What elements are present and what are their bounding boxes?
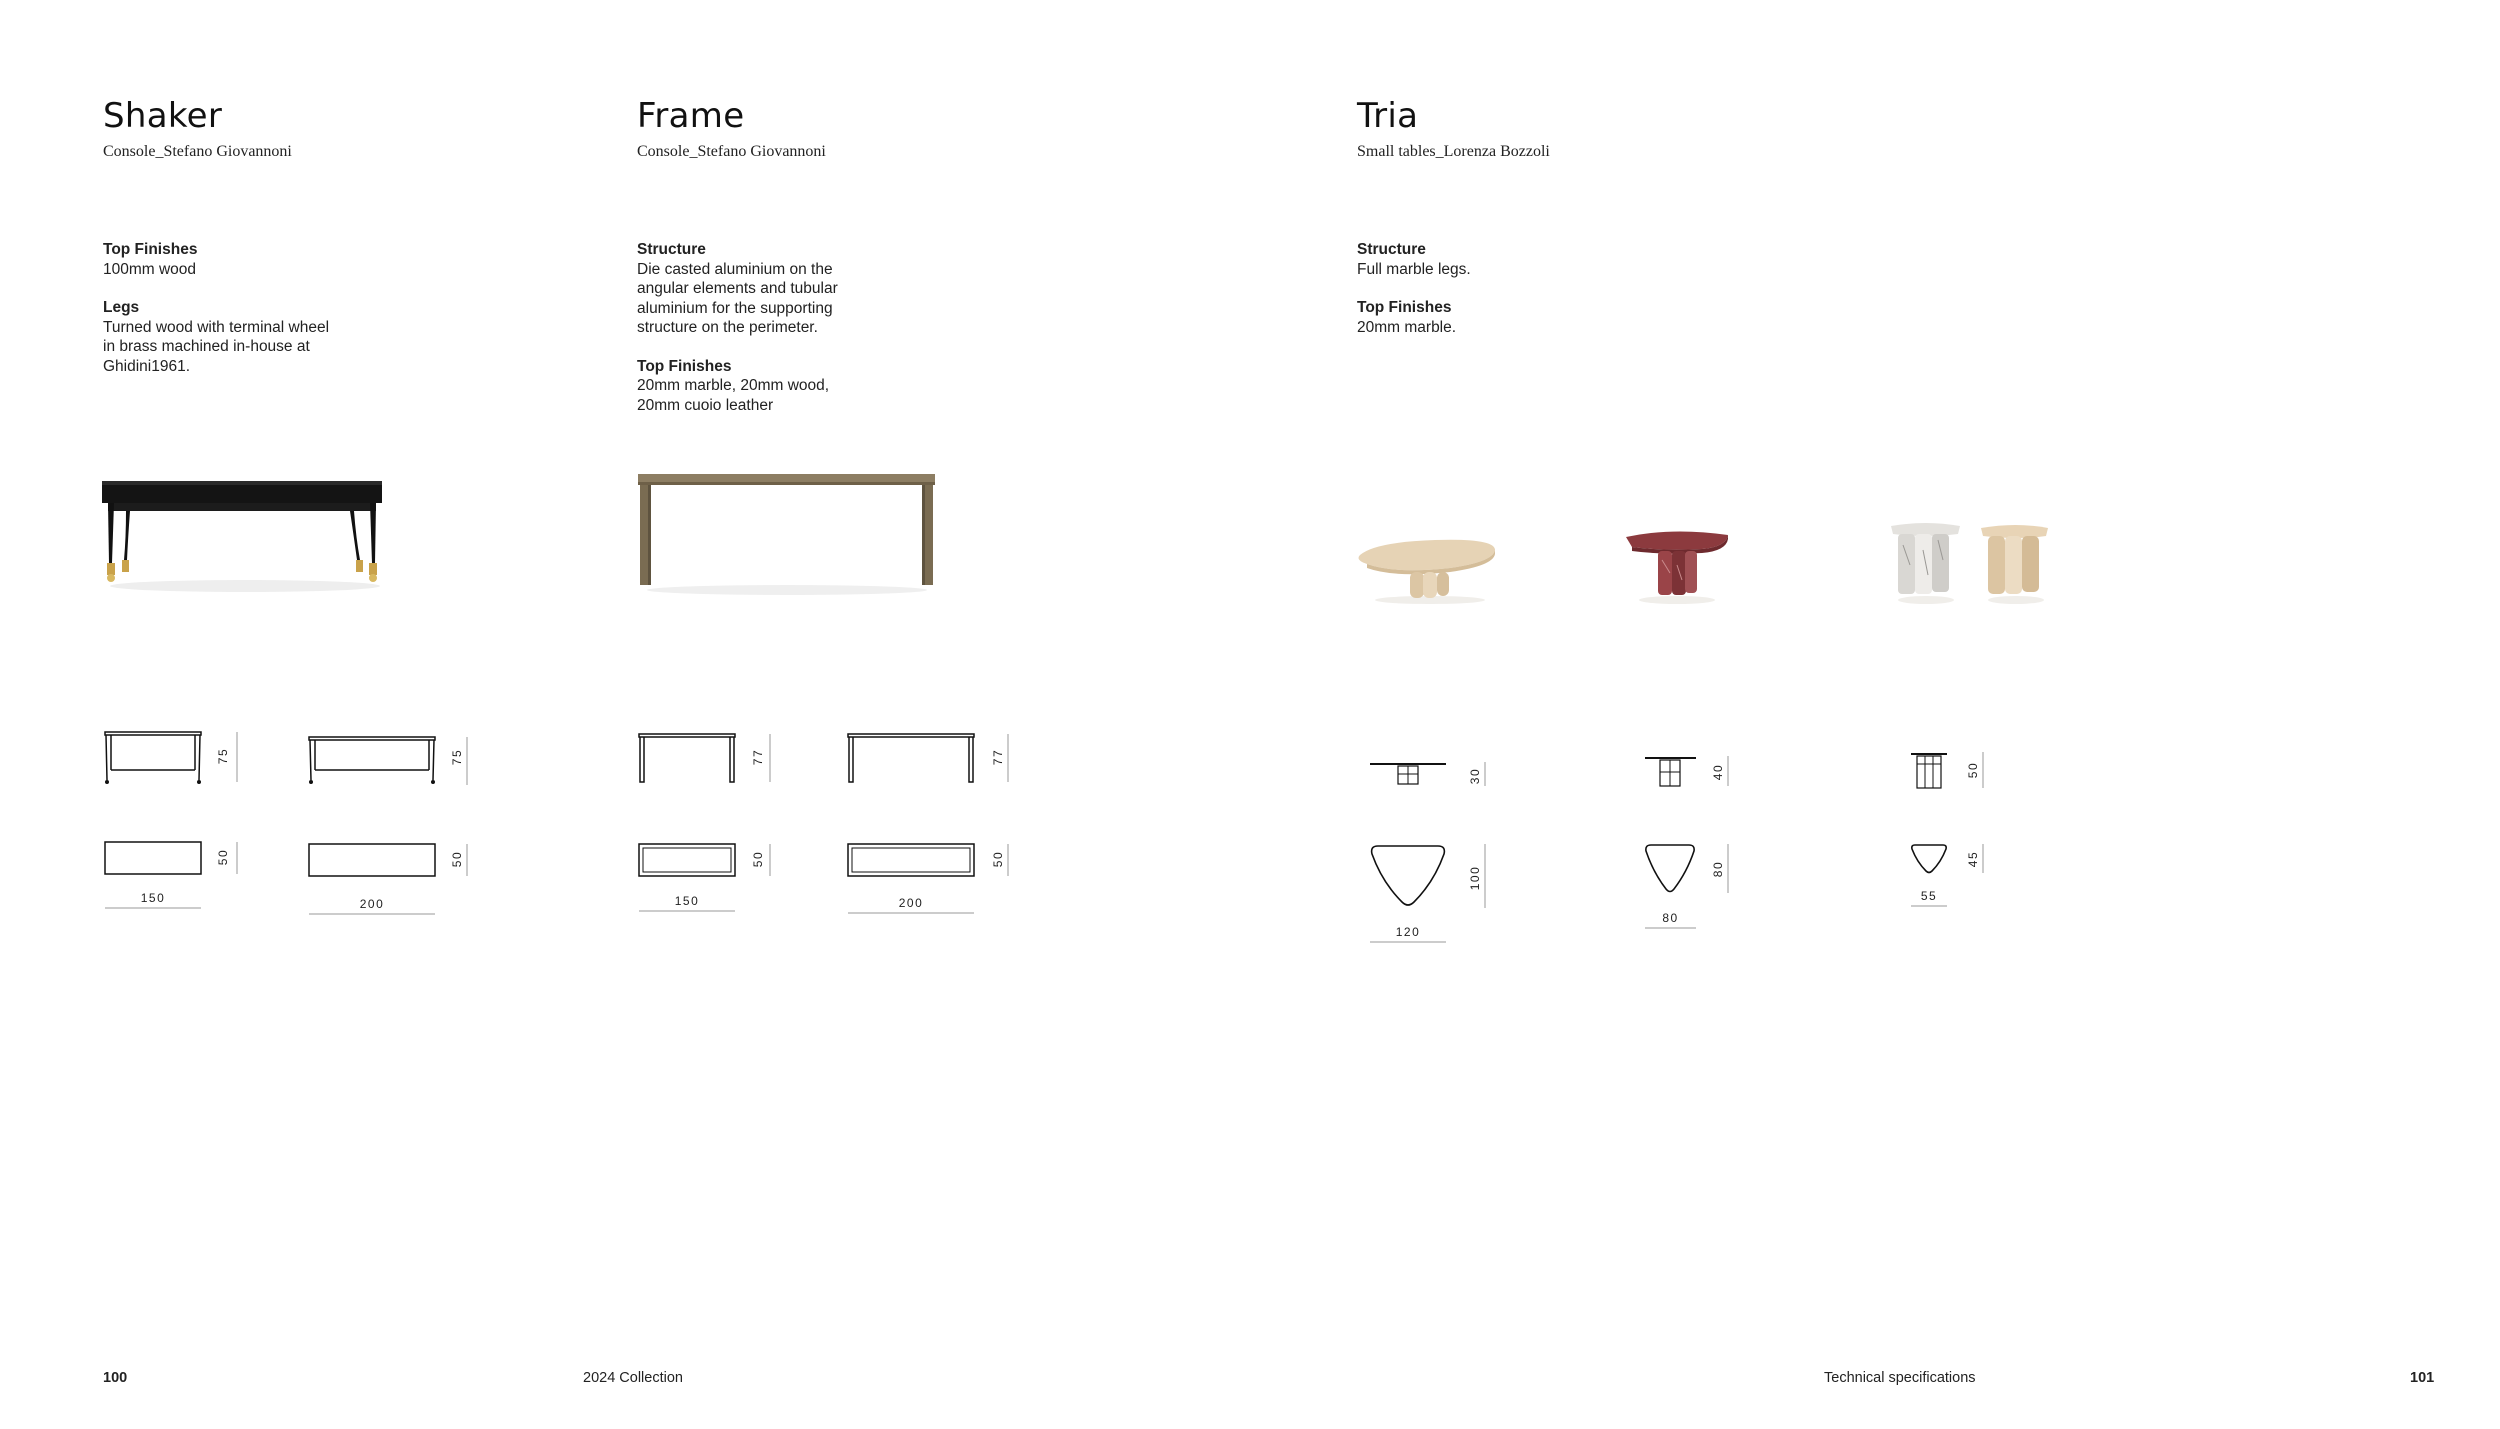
dimension-line xyxy=(846,911,976,915)
spec-heading: Top Finishes xyxy=(1357,299,1452,316)
frame-plan-150 xyxy=(637,842,737,882)
tria-plan-80 xyxy=(1643,842,1698,897)
spec-value: Turned wood with terminal wheel in brass machined in-house at Ghidini1961. xyxy=(103,318,330,375)
product-subtitle-frame: Console_Stefano Giovannoni xyxy=(637,143,826,160)
shaker-console-image xyxy=(100,478,390,608)
spec-value: 20mm marble, 20mm wood, 20mm cuoio leather xyxy=(637,377,830,414)
width-dim-frame-150: 150 xyxy=(674,894,700,908)
frame-elevation-200 xyxy=(846,732,976,792)
spec-heading: Structure xyxy=(637,241,706,258)
spec-heading: Top Finishes xyxy=(103,241,198,258)
shaker-plan-200 xyxy=(307,842,437,882)
tria-white-marble-table-image xyxy=(1888,520,1963,605)
tria-travertine-tall-table-image xyxy=(1978,520,2053,605)
shaker-plan-150 xyxy=(103,840,203,880)
dimension-line xyxy=(1909,904,1949,908)
dimension-line xyxy=(103,906,203,910)
height-dim-frame-200: 77 xyxy=(991,748,1005,766)
depth-dim-tria-120: 100 xyxy=(1468,865,1482,891)
page-number-right: 101 xyxy=(2410,1370,2435,1386)
height-dim-shaker-200: 75 xyxy=(450,748,464,766)
spec-block-tria xyxy=(1357,240,1657,356)
spec-value: 100mm wood xyxy=(103,260,197,278)
depth-dim-tria-55: 45 xyxy=(1966,850,1980,868)
tria-plan-55 xyxy=(1909,842,1949,877)
spec-value: Full marble legs. xyxy=(1357,260,1471,278)
frame-console-image xyxy=(635,470,940,600)
width-dim-tria-55: 55 xyxy=(1920,889,1938,903)
spec-value: Die casted aluminium on the angular elements and tubular aluminium for the supporting structure on the perimeter. xyxy=(637,260,838,336)
depth-dim-frame-150: 50 xyxy=(751,850,765,868)
tria-elevation-120 xyxy=(1368,760,1448,790)
product-title-shaker: Shaker xyxy=(103,96,223,136)
spec-heading: Top Finishes xyxy=(637,357,732,375)
footer-section: Technical specifications xyxy=(1824,1370,1976,1386)
width-dim-shaker-200: 200 xyxy=(359,897,385,911)
spec-block-frame xyxy=(637,240,937,434)
page-number-left: 100 xyxy=(103,1370,128,1386)
depth-dim-shaker-200: 50 xyxy=(450,850,464,868)
dimension-line xyxy=(1643,926,1698,930)
depth-dim-shaker-150: 50 xyxy=(216,848,230,866)
depth-dim-frame-200: 50 xyxy=(991,850,1005,868)
dimension-line xyxy=(637,909,737,913)
height-dim-shaker-150: 75 xyxy=(216,747,230,765)
frame-plan-200 xyxy=(846,842,976,882)
dimension-line xyxy=(765,732,775,792)
product-title-frame: Frame xyxy=(637,96,745,136)
product-subtitle-shaker: Console_Stefano Giovannoni xyxy=(103,143,292,160)
dimension-line xyxy=(232,840,242,880)
spec-heading: Structure xyxy=(1357,241,1426,258)
height-dim-tria-120: 30 xyxy=(1468,767,1482,785)
spec-heading: Legs xyxy=(103,299,140,316)
height-dim-tria-55: 50 xyxy=(1966,761,1980,779)
height-dim-tria-80: 40 xyxy=(1711,763,1725,781)
tria-elevation-55 xyxy=(1909,750,1949,792)
dimension-line xyxy=(1368,940,1448,944)
dimension-line xyxy=(232,730,242,790)
width-dim-tria-120: 120 xyxy=(1395,925,1421,939)
tria-elevation-80 xyxy=(1643,754,1698,790)
width-dim-shaker-150: 150 xyxy=(140,891,166,905)
height-dim-frame-150: 77 xyxy=(751,748,765,766)
product-title-tria: Tria xyxy=(1357,96,1419,136)
tria-travertine-table-image xyxy=(1355,530,1500,605)
width-dim-frame-200: 200 xyxy=(898,896,924,910)
dimension-line xyxy=(307,912,437,916)
depth-dim-tria-80: 80 xyxy=(1711,860,1725,878)
shaker-elevation-150 xyxy=(103,730,203,790)
frame-elevation-150 xyxy=(637,732,737,792)
product-subtitle-tria: Small tables_Lorenza Bozzoli xyxy=(1357,143,1550,160)
tria-red-marble-table-image xyxy=(1622,525,1732,605)
spec-block-shaker xyxy=(103,240,403,395)
footer-collection: 2024 Collection xyxy=(583,1370,683,1386)
width-dim-tria-80: 80 xyxy=(1662,911,1679,925)
shaker-elevation-200 xyxy=(307,735,437,795)
tria-plan-120 xyxy=(1368,842,1448,912)
dimension-line xyxy=(765,842,775,882)
spec-value: 20mm marble. xyxy=(1357,318,1457,336)
